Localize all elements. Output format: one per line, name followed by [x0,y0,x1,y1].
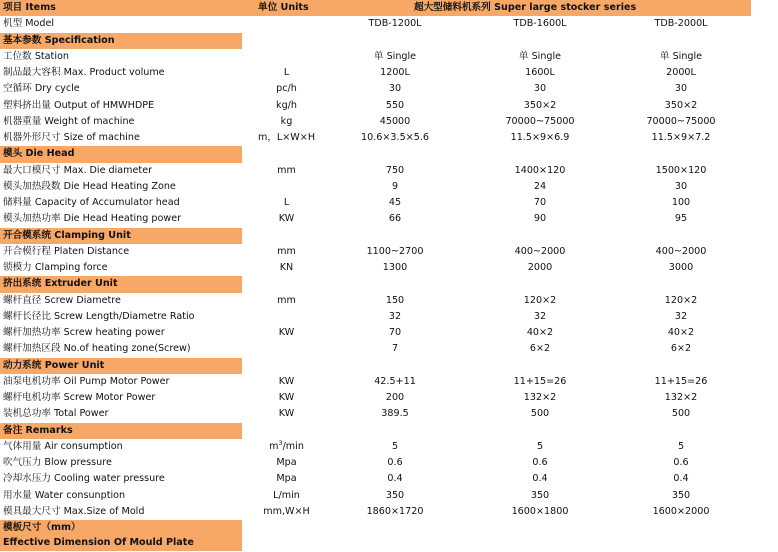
spec-value: 30 [533,83,547,95]
spec-value: 40×2 [667,327,695,338]
section-row [0,423,778,439]
section-title: 动力系统 Power Unit [3,359,105,371]
spec-value: 400~2000 [514,245,566,257]
spec-unit: KW [278,408,295,420]
spec-name: 装机总功率 Total Power [3,408,109,420]
spec-row [0,341,778,357]
spec-row [0,504,778,520]
spec-value: 40×2 [526,327,554,338]
model-3: TDB-2000L [654,18,708,30]
spec-row [0,81,778,97]
spec-name: 开合模行程 Platen Distance [3,245,130,257]
spec-row [0,390,778,406]
spec-value: 90 [533,213,547,225]
spec-unit: mm,W×H [263,505,310,517]
spec-row [0,244,778,260]
spec-value: 45000 [379,115,411,127]
spec-value: 32 [388,310,402,322]
spec-value: 1100~2700 [366,245,424,257]
spec-row [0,325,778,341]
spec-name: 用水量 Water consunption [3,489,126,501]
unit-base: m [269,440,279,452]
spec-unit: KN [279,262,294,273]
spec-value: 70 [388,327,402,338]
spec-value: 2000 [527,262,553,273]
spec-row [0,488,778,504]
spec-value: 单 Single [373,50,417,62]
spec-value: 1600×2000 [652,505,710,517]
spec-name: 塑料挤出量 Output of HMWHDPE [3,99,155,111]
spec-row [0,195,778,211]
spec-name: 螺杆电机功率 Screw Motor Power [3,392,156,403]
spec-row [0,163,778,179]
spec-value: 200 [385,392,405,403]
spec-value: 11+15=26 [654,375,708,387]
spec-value: 150 [385,294,405,306]
spec-unit: L [283,197,290,208]
spec-row [0,179,778,195]
sections [0,33,778,521]
spec-value: 0.6 [387,457,403,468]
spec-value: 1600×1800 [511,505,569,517]
spec-unit: Mpa [276,473,297,485]
spec-value: 350×2 [664,99,698,111]
spec-value: 11.5×9×7.2 [651,132,711,143]
spec-value: 0.4 [532,473,548,485]
footer-title-zh: 模板尺寸（mm） [3,522,81,533]
spec-name: 螺杆直径 Screw Diametre [3,294,121,306]
spec-value: 1500×120 [655,164,707,176]
spec-name: 气体用量 Air consumption [3,440,123,452]
spec-name: 油泵电机功率 Oil Pump Motor Power [3,375,170,387]
section-title: 基本参数 Specification [3,34,115,46]
spec-value: 32 [533,310,547,322]
spec-value: 389.5 [381,408,409,420]
model-label: 机型 Model [3,18,55,30]
spec-value: 6×2 [529,343,551,355]
spec-value: 11+15=26 [513,375,567,387]
spec-unit: KW [278,213,295,225]
spec-unit [244,439,329,455]
spec-value: 30 [674,180,688,192]
spec-value: 5 [391,440,399,452]
spec-value: 42.5+11 [374,375,416,387]
spec-value: 0.6 [532,457,548,468]
spec-value: 6×2 [670,343,692,355]
spec-value: 750 [385,164,405,176]
spec-value: 0.6 [673,457,689,468]
spec-value: 132×2 [523,392,557,403]
spec-name: 模头加热功率 Die Head Heating power [3,213,182,225]
spec-value: 100 [671,197,691,208]
section-row [0,358,778,374]
model-row [0,16,778,32]
spec-value: 0.4 [673,473,689,485]
spec-value: 550 [385,99,405,111]
section-title: 备注 Remarks [3,424,73,436]
section-title: 开合模系统 Clamping Unit [3,229,131,241]
items-header: 项目 Items [3,2,56,13]
spec-value: 单 Single [518,50,562,62]
spec-value: 1300 [382,262,408,273]
spec-value: 500 [671,408,691,420]
spec-row [0,130,778,146]
spec-name: 机器外形尺寸 Size of machine [3,132,140,143]
spec-name: 最大口模尺寸 Max. Die diameter [3,164,153,176]
spec-row [0,455,778,471]
spec-value: 1600L [525,67,555,78]
spec-value: 24 [533,180,547,192]
spec-row [0,49,778,65]
spec-name: 螺杆长径比 Screw Length/Diametre Ratio [3,310,195,322]
spec-value: 5 [677,440,685,452]
spec-value: 30 [388,83,402,95]
spec-value: 11.5×9×6.9 [510,132,570,143]
section-title: 挤出系统 Extruder Unit [3,278,118,290]
spec-name: 冷却水压力 Cooling water pressure [3,473,165,485]
spec-value: 350 [530,489,550,501]
spec-name: 制品最大容积 Max. Product volume [3,67,165,78]
spec-row [0,65,778,81]
spec-row [0,439,778,455]
spec-value: 120×2 [523,294,557,306]
footer-title-en: Effective Dimension Of Mould Plate [3,537,194,548]
spec-unit: mm [277,164,296,176]
spec-unit: kg [280,115,293,127]
spec-value: 500 [530,408,550,420]
spec-row [0,293,778,309]
spec-value: 70000~75000 [646,115,716,127]
spec-unit: Mpa [276,457,297,468]
spec-value: 1400×120 [514,164,566,176]
spec-unit: mm [277,294,296,306]
spec-row [0,406,778,422]
spec-row [0,211,778,227]
spec-unit: m，L×W×H [257,132,316,143]
spec-value: 70000~75000 [505,115,575,127]
units-header: 单位 Units [258,2,309,13]
spec-value: 7 [391,343,399,355]
spec-unit: L [283,67,290,78]
spec-name: 螺杆加热功率 Screw heating power [3,327,165,338]
spec-value: 350 [385,489,405,501]
spec-name: 工位数 Station [3,50,69,62]
spec-unit: mm [277,245,296,257]
spec-row [0,374,778,390]
spec-value: 95 [674,213,688,225]
spec-unit: KW [278,392,295,403]
spec-row [0,309,778,325]
footer-section-row [0,520,778,551]
spec-value: 9 [391,180,399,192]
spec-value: 132×2 [664,392,698,403]
spec-name: 模具最大尺寸 Max.Size of Mold [3,505,145,517]
unit-superscript: 3 [278,438,283,447]
spec-name: 模头加热段数 Die Head Heating Zone [3,180,176,192]
spec-value: 3000 [668,262,694,273]
spec-name: 螺杆加热区段 No.of heating zone(Screw) [3,343,191,355]
spec-row [0,471,778,487]
spec-row [0,98,778,114]
header-band [0,0,751,16]
spec-value: 2000L [666,67,696,78]
spec-value: 10.6×3.5×5.6 [361,132,429,143]
section-row [0,146,778,162]
spec-value: 350×2 [523,99,557,111]
spec-name: 锁模力 Clamping force [3,262,108,273]
spec-value: 350 [671,489,691,501]
unit-tail: /min [282,440,304,452]
table-header-row [0,0,778,16]
spec-unit: kg/h [276,99,297,111]
spec-unit: KW [278,327,295,338]
section-row [0,33,778,49]
spec-value: 66 [388,213,402,225]
spec-unit: pc/h [276,83,297,95]
spec-value: 30 [674,83,688,95]
spec-name: 机器重量 Weight of machine [3,115,135,127]
spec-value: 32 [674,310,688,322]
spec-value: 45 [388,197,402,208]
model-1: TDB-1200L [368,18,422,30]
series-title: 超大型储料机系列 Super large stocker series [414,2,637,13]
spec-name: 吹气压力 Blow pressure [3,457,112,468]
spec-name: 储料量 Capacity of Accumulator head [3,197,180,208]
spec-unit: KW [278,375,295,387]
spec-unit: L/min [273,489,300,501]
spec-value: 70 [533,197,547,208]
spec-value: 1860×1720 [366,505,424,517]
section-title: 模头 Die Head [3,148,75,160]
section-row [0,276,778,292]
model-2: TDB-1600L [513,18,567,30]
spec-name: 空循环 Dry cycle [3,83,80,95]
spec-row [0,114,778,130]
spec-value: 1200L [380,67,410,78]
section-row [0,228,778,244]
spec-value: 单 Single [659,50,703,62]
spec-value: 400~2000 [655,245,707,257]
spec-value: 120×2 [664,294,698,306]
spec-value: 0.4 [387,473,403,485]
spec-value: 5 [536,440,544,452]
spec-row [0,260,778,276]
